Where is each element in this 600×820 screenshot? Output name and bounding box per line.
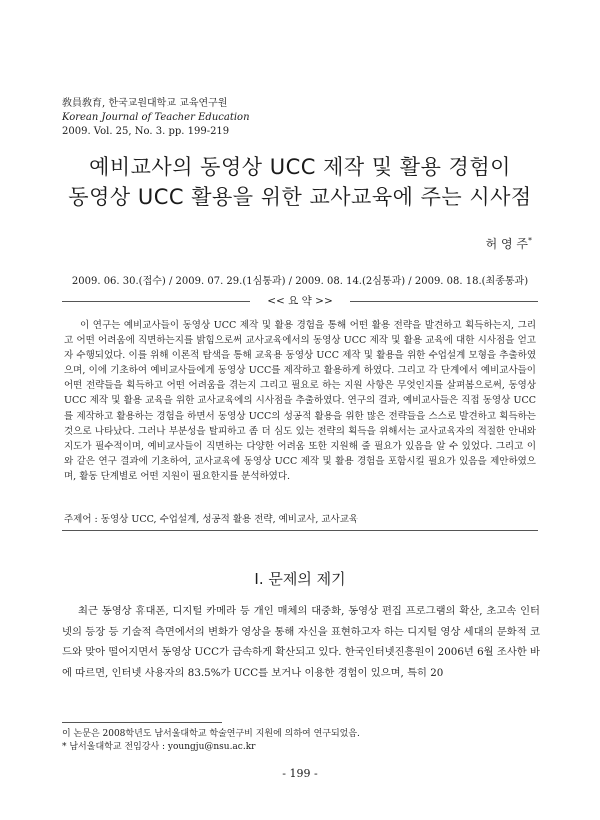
author-footnote-mark: * <box>528 236 532 245</box>
paper-title-line-2: 동영상 UCC 활용을 위한 교사교육에 주는 시사점 <box>68 185 532 209</box>
author-name: 허 영 주 <box>485 237 528 251</box>
footnote-divider <box>62 722 222 723</box>
journal-volume: 2009. Vol. 25, No. 3. pp. 199-219 <box>62 126 230 137</box>
abstract-heading <box>62 294 538 308</box>
abstract-heading-label: << 요 약 >> <box>267 295 333 307</box>
section-title: Ⅰ. 문제의 제기 <box>254 570 346 588</box>
paper-title-line-1: 예비교사의 동영상 UCC 제작 및 활용 경험이 <box>89 155 511 179</box>
body-paragraph: 최근 동영상 휴대폰, 디지털 카메라 등 개인 매체의 대중화, 동영상 편집 프로그램의 확산, 초고속 인터넷의 등장 등 기술적 측면에서의 변화가 영상을 통해 자신을 표현하고자 하는 디지털 영상 세대의 문화적 코드와 맞아 떨어지면서 동영상 UCC가 급속하게 확산되고 있다. 한국인터넷진흥원이 2006년 6월 조사한 바에 따르면, 인터넷 사용자의 83.5%가 UCC를 보거나 이용한 경험이 있으며, 특히 20 <box>62 605 540 679</box>
journal-name-korean: 敎員敎育, 한국교원대학교 교육연구원 <box>62 98 228 109</box>
journal-info <box>62 97 250 139</box>
footnote-author: * 남서울대학교 전임강사 : youngju@nsu.ac.kr <box>62 742 256 752</box>
keywords: 주제어 : 동영상 UCC, 수업설계, 성공적 활용 전략, 예비교사, 교사교육 <box>64 514 359 525</box>
footnote-funding: 이 논문은 2008학년도 남서울대학교 학술연구비 지원에 의하여 연구되었음. <box>62 729 360 739</box>
review-dates: 2009. 06. 30.(접수) / 2009. 07. 29.(1심통과) / 2009. 08. 14.(2심통과) / 2009. 08. 18.(최종통과) <box>71 276 529 287</box>
journal-name-english: Korean Journal of Teacher Education <box>62 112 250 123</box>
author <box>486 235 532 252</box>
abstract-text: 이 연구는 예비교사들이 동영상 UCC 제작 및 활용 경험을 통해 어떤 활용 전략을 발견하고 획득하는지, 그리고 어떤 어려움에 직면하는지를 밝힘으로써 교사교육에서의 동영상 UCC 제작 및 활용 교육에 대한 시사점을 얻고자 수행되었다. 이를 위해 이론적 탐색을 통해 교육용 동영상 UCC 제작 및 활용을 위한 수업설계 모형을 추출하였으며, 이에 기초하여 예비교사들에게 동영상 UCC를 제작하고 활용하게 하였다. 그리고 각 단계에서 예비교사들이 어떤 전략들을 획득하고 어떤 어려움을 겪는지 그리고 필요로 하는 지원 사항은 무엇인지를 살펴봄으로써, 동영상 UCC 제작 및 활용 교육을 위한 교사교육에의 시사점을 추출하였다. 연구의 결과, 예비교사들은 직접 동영상 UCC를 제작하고 활용하는 경험을 하면서 동영상 UCC의 성공적 활용을 위한 많은 전략들을 스스로 발견하고 획득하는 것으로 나타났다. 그러나 부분성을 탈피하고 좀 더 심도 있는 전략의 획득을 위해서는 교사교육자의 적절한 안내와 지도가 필수적이며, 예비교사들이 직면하는 다양한 어려움 또한 지원해 줄 필요가 있음을 알 수 있었다. 그리고 이와 같은 연구 결과에 기초하여, 교사교육에 동영상 UCC 제작 및 활용 경험을 포함시킬 필요가 있음을 제안하였으며, 활동 단계별로 어떤 지원이 필요한지를 분석하였다. <box>64 320 536 482</box>
page-number: - 199 - <box>282 767 318 780</box>
divider <box>62 530 538 531</box>
